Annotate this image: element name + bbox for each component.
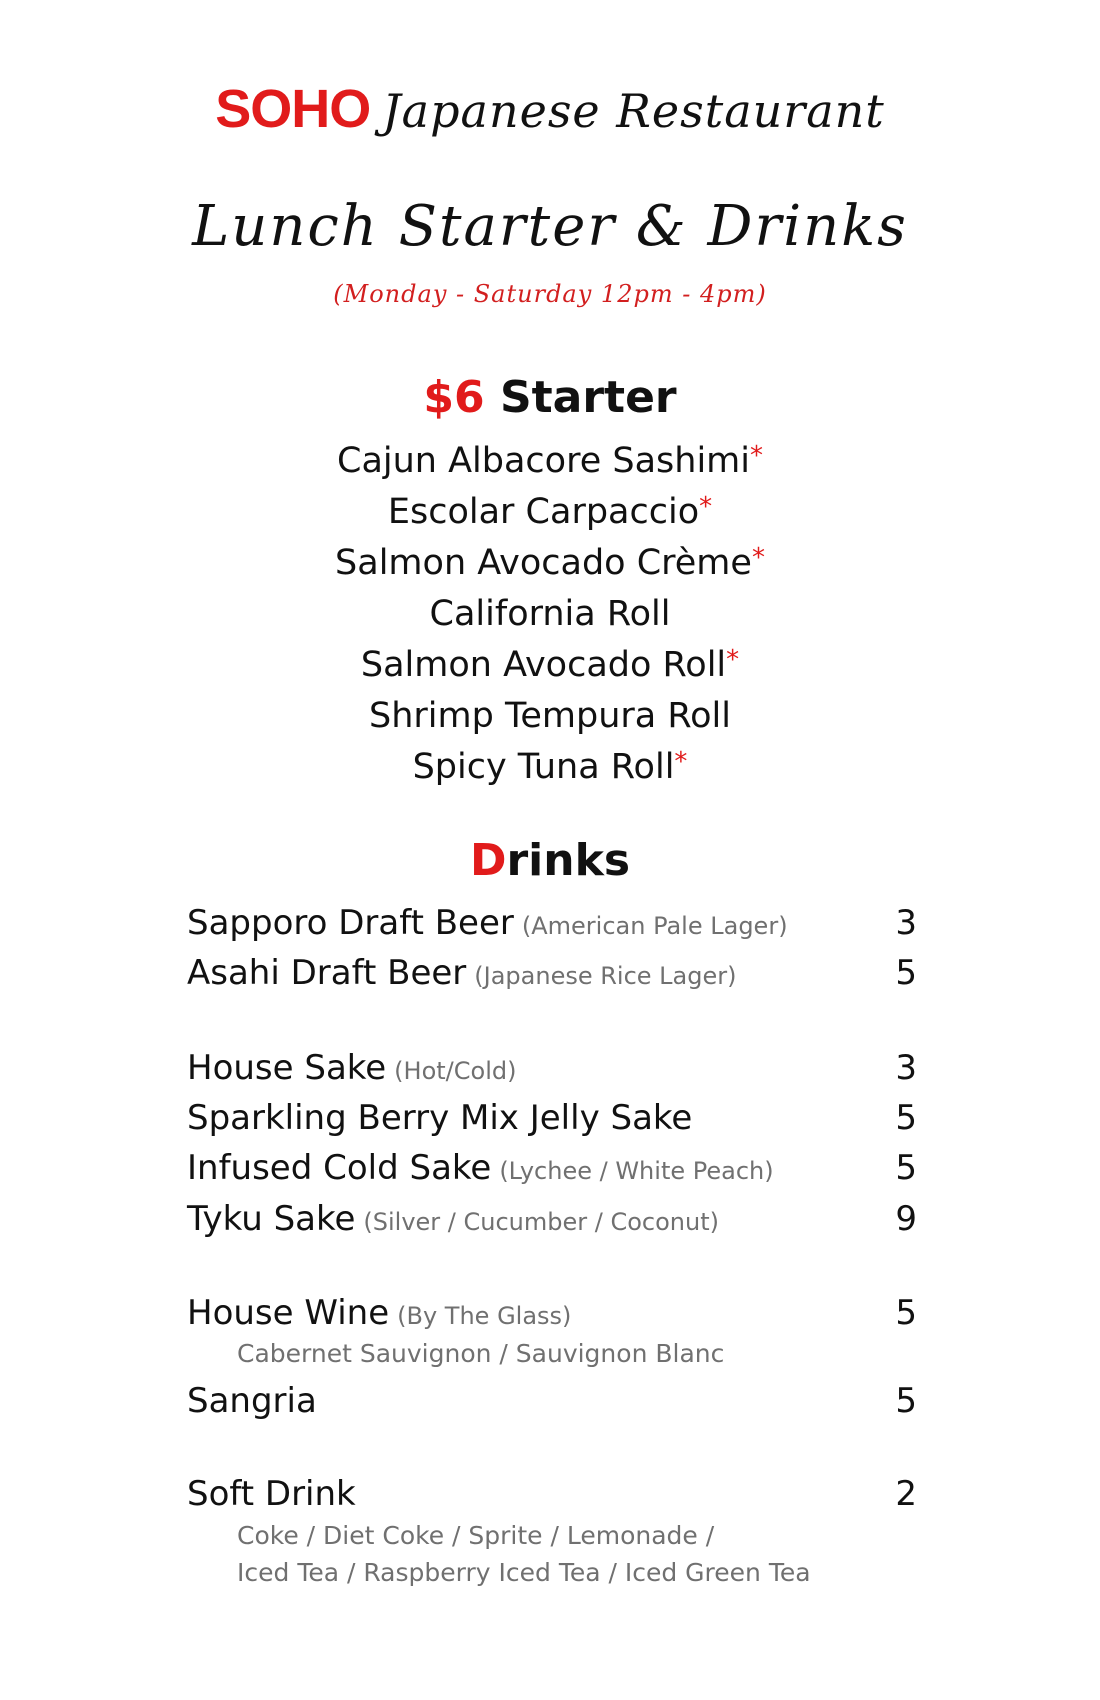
raw-item-marker: * xyxy=(699,492,713,522)
drink-row xyxy=(187,1095,917,1141)
starter-item xyxy=(0,487,1100,538)
drink-row xyxy=(187,1196,917,1242)
drink-price: 5 xyxy=(895,1381,917,1421)
drink-price: 3 xyxy=(895,903,917,943)
drink-name: Asahi Draft Beer xyxy=(187,953,467,993)
drink-price: 2 xyxy=(895,1474,917,1514)
drink-name: Infused Cold Sake xyxy=(187,1148,492,1188)
starter-item xyxy=(0,640,1100,691)
drink-note: (Silver / Cucumber / Coconut) xyxy=(363,1208,719,1236)
drink-price: 5 xyxy=(895,1098,917,1138)
starter-item xyxy=(0,742,1100,793)
drink-name-container xyxy=(187,1196,719,1245)
drink-name-container xyxy=(187,950,736,999)
drink-price: 3 xyxy=(895,1048,917,1088)
starter-item-name: Escolar Carpaccio xyxy=(387,492,700,532)
drink-name: Sparkling Berry Mix Jelly Sake xyxy=(187,1098,693,1138)
drinks-title-initial: D xyxy=(469,835,507,886)
drink-name: Sapporo Draft Beer xyxy=(187,903,514,943)
drink-row xyxy=(187,1471,917,1517)
starter-item-name: Shrimp Tempura Roll xyxy=(369,696,731,736)
menu-hours: (Monday - Saturday 12pm - 4pm) xyxy=(333,280,767,308)
drink-name-container xyxy=(187,1471,364,1520)
drink-row xyxy=(187,1045,917,1091)
drink-sub-line: Coke / Diet Coke / Sprite / Lemonade / xyxy=(237,1521,715,1550)
drink-note: (By The Glass) xyxy=(397,1302,572,1330)
soho-logo: SOHO xyxy=(215,79,371,139)
starter-item-name: Cajun Albacore Sashimi xyxy=(337,441,750,481)
starter-item-name: Salmon Avocado Roll xyxy=(360,645,727,685)
drink-price: 5 xyxy=(895,1293,917,1333)
raw-item-marker: * xyxy=(674,747,688,777)
starter-item-name: Spicy Tuna Roll xyxy=(412,747,675,787)
raw-item-marker: * xyxy=(750,441,763,471)
drink-note: (Japanese Rice Lager) xyxy=(474,962,737,990)
drink-note: (Hot/Cold) xyxy=(394,1057,517,1085)
drink-row xyxy=(187,1290,917,1336)
restaurant-name: Japanese Restaurant xyxy=(382,84,885,138)
drink-name-container xyxy=(187,1378,325,1427)
drink-name: Sangria xyxy=(187,1381,317,1421)
drink-price: 5 xyxy=(895,1148,917,1188)
starter-item xyxy=(0,436,1100,487)
drink-price: 5 xyxy=(895,953,917,993)
starter-item xyxy=(0,538,1100,589)
drink-price: 9 xyxy=(895,1199,917,1239)
starter-list xyxy=(0,436,1100,793)
drink-name: House Sake xyxy=(187,1048,387,1088)
drink-note: (American Pale Lager) xyxy=(521,912,788,940)
drink-row xyxy=(187,1378,917,1424)
drink-sub-line: Iced Tea / Raspberry Iced Tea / Iced Green Tea xyxy=(237,1558,811,1587)
drinks-title-rest: rinks xyxy=(506,835,631,886)
drink-row xyxy=(187,900,917,946)
starter-item xyxy=(0,691,1100,742)
starter-title: Starter xyxy=(499,372,677,423)
restaurant-brand xyxy=(0,78,1100,140)
raw-item-marker: * xyxy=(726,645,740,675)
starter-item-name: California Roll xyxy=(429,594,671,634)
raw-item-marker: * xyxy=(751,543,765,573)
drink-name: Tyku Sake xyxy=(187,1199,356,1239)
drink-row xyxy=(187,950,917,996)
drinks-heading xyxy=(0,835,1100,886)
drink-name: House Wine xyxy=(187,1293,390,1333)
drink-sub-line: Cabernet Sauvignon / Sauvignon Blanc xyxy=(237,1339,725,1368)
starter-item xyxy=(0,589,1100,640)
drink-name-container xyxy=(187,900,788,949)
drink-note: (Lychee / White Peach) xyxy=(499,1157,774,1185)
drink-name: Soft Drink xyxy=(187,1474,356,1514)
starter-heading xyxy=(0,372,1100,423)
starter-item-name: Salmon Avocado Crème xyxy=(335,543,752,583)
drink-name-container xyxy=(187,1145,774,1194)
drink-row xyxy=(187,1145,917,1191)
starter-price: $6 xyxy=(423,372,485,423)
drink-name-container xyxy=(187,1045,516,1094)
drink-name-container xyxy=(187,1095,700,1144)
menu-title: Lunch Starter & Drinks xyxy=(192,194,908,259)
drink-name-container xyxy=(187,1290,571,1339)
